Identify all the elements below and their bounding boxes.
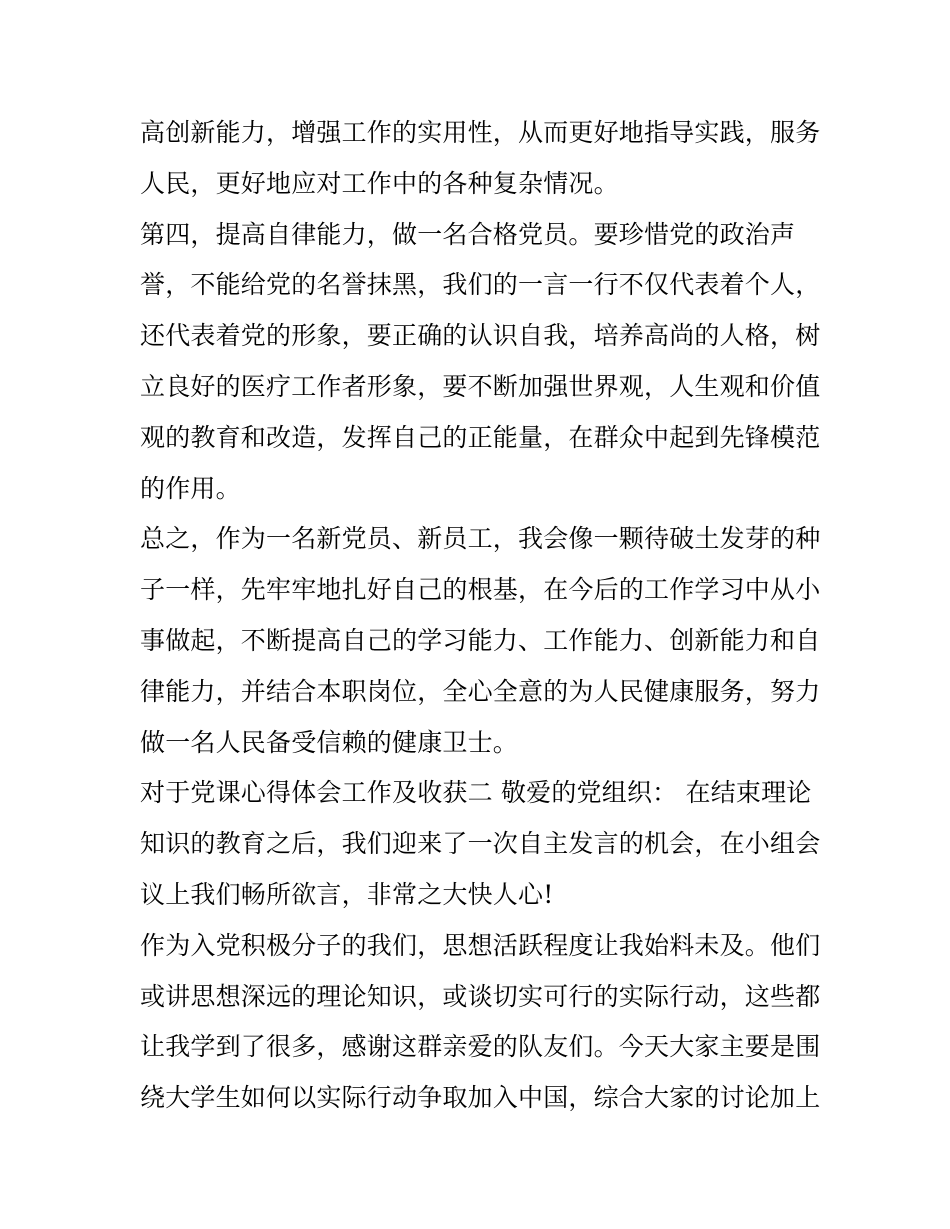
text-line: 总之，作为一名新党员、新员工，我会像一颗待破土发芽的种 — [140, 524, 821, 554]
text-line: 事做起，不断提高自己的学习能力、工作能力、创新能力和自 — [140, 625, 821, 655]
text-line: 誉，不能给党的名誉抹黑，我们的一言一行不仅代表着个人， — [140, 270, 821, 300]
text-line: 绕大学生如何以实际行动争取加入中国，综合大家的讨论加上 — [140, 1083, 821, 1113]
text-line: 知识的教育之后，我们迎来了一次自主发言的机会，在小组会 — [140, 829, 821, 859]
text-line: 人民，更好地应对工作中的各种复杂情况。 — [140, 168, 619, 198]
text-line: 第四，提高自律能力，做一名合格党员。要珍惜党的政治声 — [140, 219, 796, 249]
text-line: 让我学到了很多，感谢这群亲爱的队友们。今天大家主要是围 — [140, 1032, 821, 1062]
text-line: 议上我们畅所欲言，非常之大快人心! — [140, 879, 554, 909]
text-line: 作为入党积极分子的我们，思想活跃程度让我始料未及。他们 — [140, 930, 821, 960]
text-line: 子一样，先牢牢地扎好自己的根基，在今后的工作学习中从小 — [140, 575, 821, 605]
text-line: 做一名人民备受信赖的健康卫士。 — [140, 727, 519, 757]
text-line: 高创新能力，增强工作的实用性，从而更好地指导实践，服务 — [140, 118, 821, 147]
text-line: 还代表着党的形象，要正确的认识自我，培养高尚的人格，树 — [140, 321, 821, 351]
text-line: 律能力，并结合本职岗位，全心全意的为人民健康服务，努力 — [140, 676, 821, 706]
text-line: 对于党课心得体会工作及收获二 敬爱的党组织： 在结束理论 — [140, 778, 812, 808]
text-line: 立良好的医疗工作者形象，要不断加强世界观，人生观和价值 — [140, 371, 821, 401]
text-line: 或讲思想深远的理论知识，或谈切实可行的实际行动，这些都 — [140, 981, 821, 1011]
text-line: 的作用。 — [140, 473, 241, 503]
text-line: 观的教育和改造，发挥自己的正能量，在群众中起到先锋模范 — [140, 422, 821, 452]
document-body — [140, 108, 820, 1124]
